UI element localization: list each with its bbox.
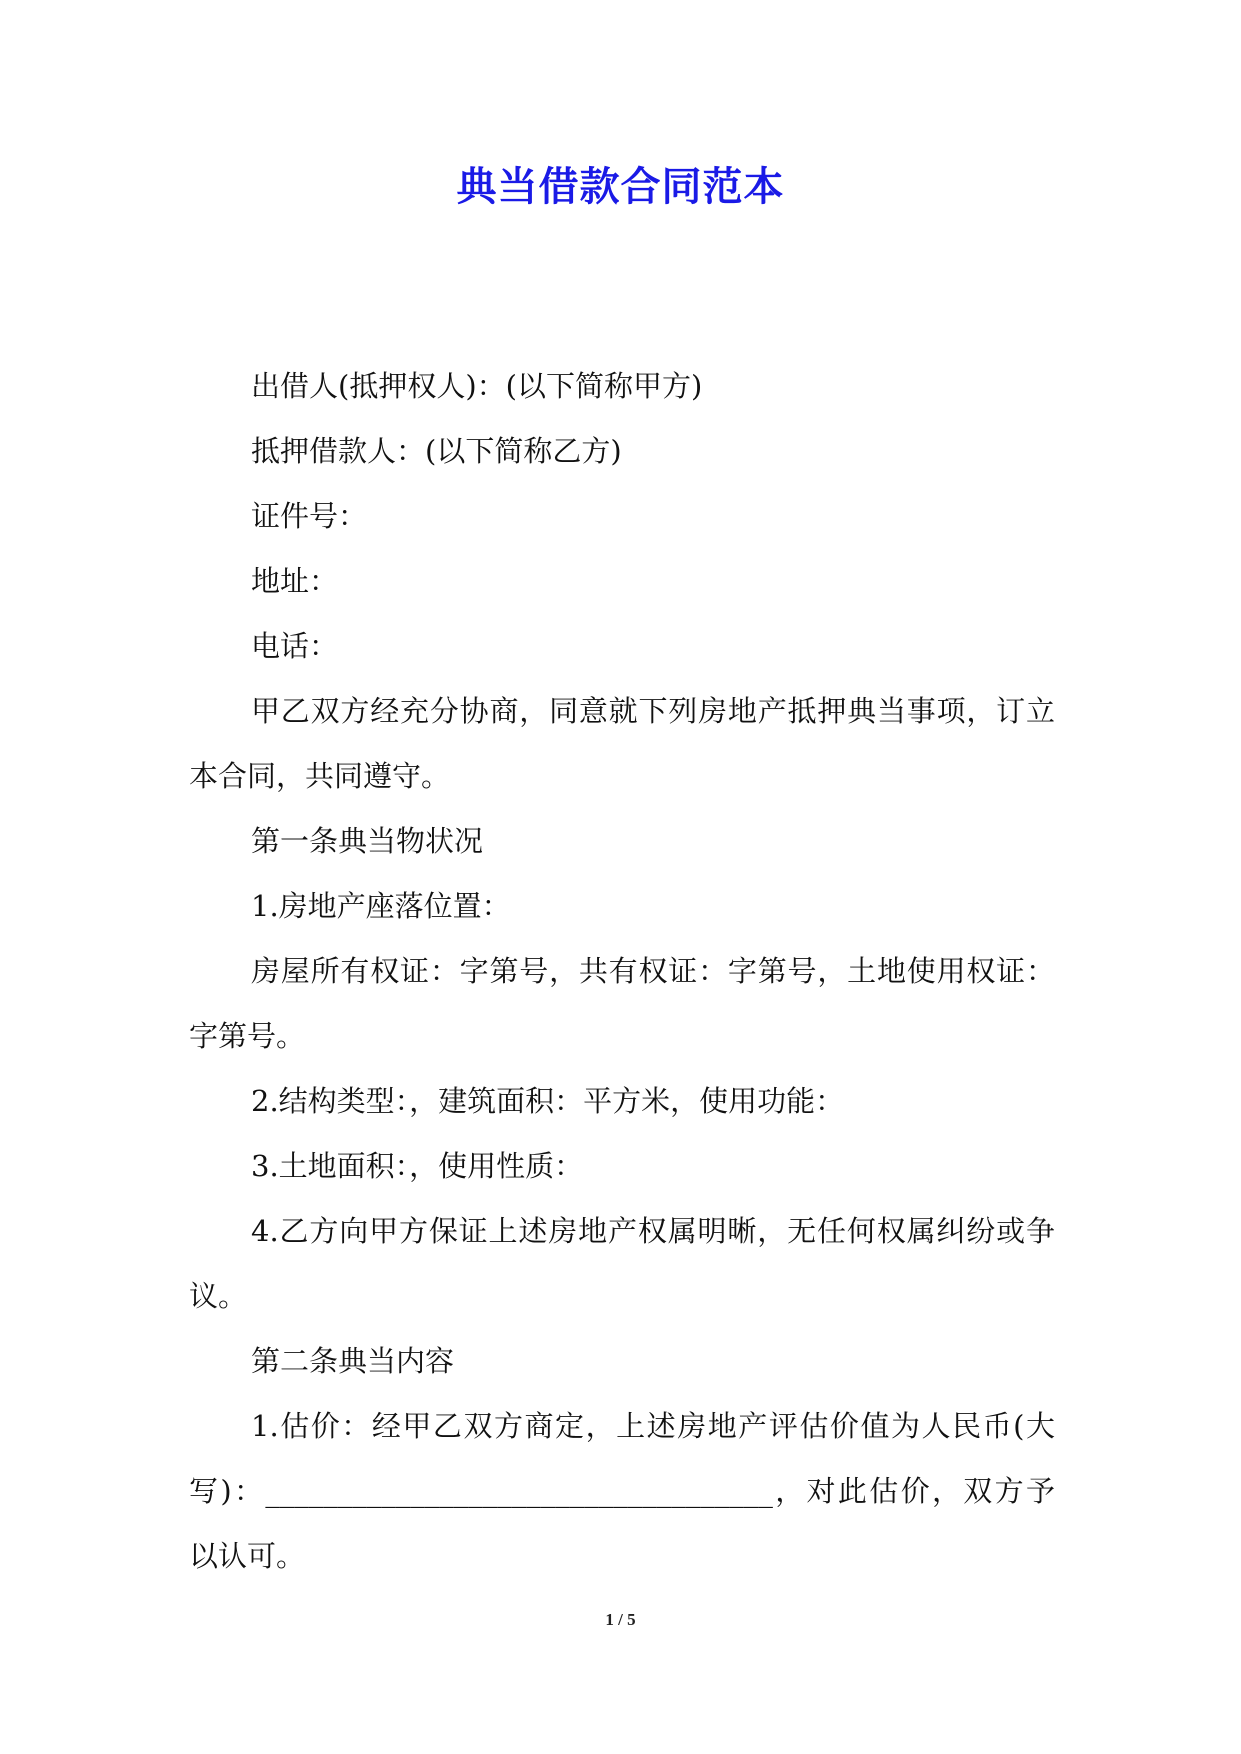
document-title: 典当借款合同范本 [456,164,785,210]
paragraph-valuation: 1.估价：经甲乙双方商定，上述房地产评估价值为人民币(大写)：___________________________________，对此估价，双方予以认可。 [189,1409,1055,1573]
paragraph-certificates: 房屋所有权证：字第号，共有权证：字第号，土地使用权证：字第号。 [189,954,1055,1053]
page-indicator: 1 / 5 [605,1610,636,1629]
paragraph-address: 地址： [251,564,339,598]
paragraph-phone: 电话： [251,629,339,663]
paragraph-item-2-structure: 2.结构类型：，建筑面积：平方米，使用功能： [251,1084,845,1118]
paragraph-agreement-intro: 甲乙双方经充分协商，同意就下列房地产抵押典当事项，订立本合同，共同遵守。 [189,694,1055,793]
paragraph-item-1-location: 1.房地产座落位置： [251,889,511,923]
paragraph-id-number: 证件号： [251,499,368,533]
paragraph-lender: 出借人(抵押权人)：(以下简称甲方) [251,369,703,403]
section-heading-article-2: 第二条典当内容 [251,1344,455,1378]
paragraph-item-4-guarantee: 4.乙方向甲方保证上述房地产权属明晰，无任何权属纠纷或争议。 [189,1214,1055,1313]
document-body [189,354,1055,1589]
paragraph-item-3-land: 3.土地面积：，使用性质： [251,1149,584,1183]
paragraph-borrower: 抵押借款人：(以下简称乙方) [251,434,622,468]
section-heading-article-1: 第一条典当物状况 [251,824,484,858]
